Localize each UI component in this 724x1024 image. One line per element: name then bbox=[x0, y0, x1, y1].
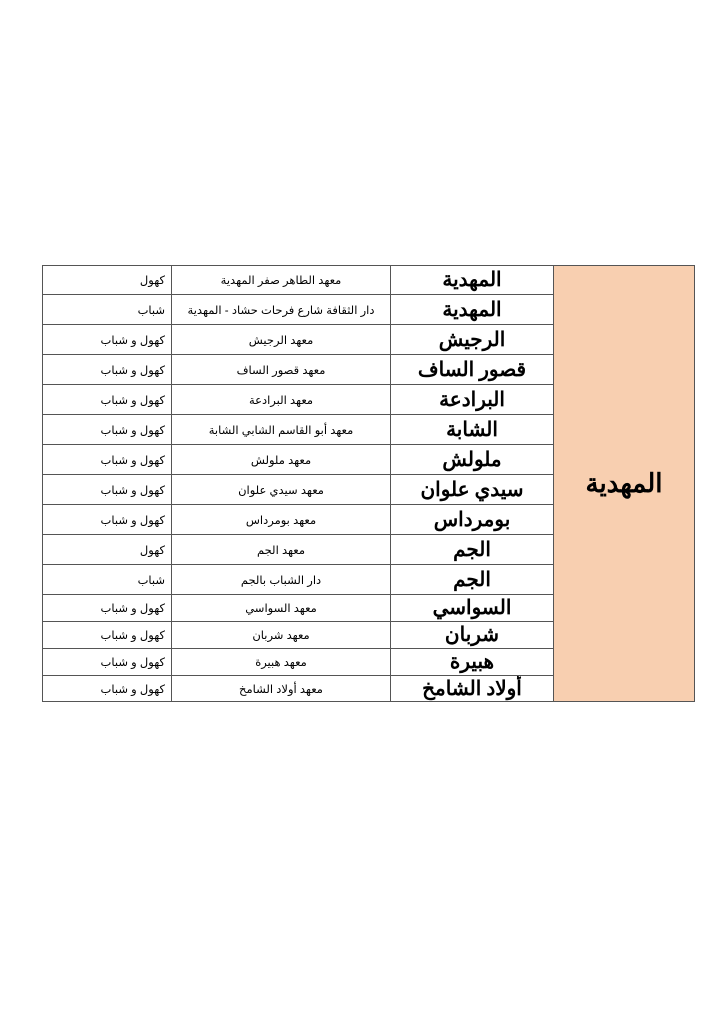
category-cell: كهول و شباب bbox=[43, 385, 172, 415]
category-cell: كهول bbox=[43, 266, 172, 295]
venue-cell: معهد ملولش bbox=[172, 445, 391, 475]
centers-table bbox=[42, 265, 695, 702]
city-cell: شربان bbox=[391, 622, 554, 649]
city-cell: الرجيش bbox=[391, 325, 554, 355]
city-cell: بومرداس bbox=[391, 505, 554, 535]
city-cell: هبيرة bbox=[391, 649, 554, 676]
venue-cell: معهد أبو القاسم الشابي الشابة bbox=[172, 415, 391, 445]
city-cell: السواسي bbox=[391, 595, 554, 622]
city-cell: المهدية bbox=[391, 295, 554, 325]
venue-cell: معهد السواسي bbox=[172, 595, 391, 622]
city-cell: قصور الساف bbox=[391, 355, 554, 385]
category-cell: كهول و شباب bbox=[43, 475, 172, 505]
venue-cell: معهد قصور الساف bbox=[172, 355, 391, 385]
category-cell: كهول و شباب bbox=[43, 355, 172, 385]
category-cell: كهول و شباب bbox=[43, 622, 172, 649]
category-cell: كهول و شباب bbox=[43, 415, 172, 445]
venue-cell: دار الشباب بالجم bbox=[172, 565, 391, 595]
city-cell: ملولش bbox=[391, 445, 554, 475]
venue-cell: معهد هبيرة bbox=[172, 649, 391, 676]
category-cell: كهول و شباب bbox=[43, 325, 172, 355]
venue-cell: معهد البرادعة bbox=[172, 385, 391, 415]
city-cell: سيدي علوان bbox=[391, 475, 554, 505]
category-cell: كهول و شباب bbox=[43, 445, 172, 475]
city-cell: البرادعة bbox=[391, 385, 554, 415]
venue-cell: معهد أولاد الشامخ bbox=[172, 676, 391, 702]
venue-cell: معهد الجم bbox=[172, 535, 391, 565]
venue-cell: معهد الطاهر صفر المهدية bbox=[172, 266, 391, 295]
city-cell: الشابة bbox=[391, 415, 554, 445]
category-cell: كهول و شباب bbox=[43, 649, 172, 676]
category-cell: كهول و شباب bbox=[43, 505, 172, 535]
venue-cell: معهد بومرداس bbox=[172, 505, 391, 535]
city-cell: أولاد الشامخ bbox=[391, 676, 554, 702]
venue-cell: معهد شربان bbox=[172, 622, 391, 649]
venue-cell: معهد الرجيش bbox=[172, 325, 391, 355]
category-cell: شباب bbox=[43, 295, 172, 325]
category-cell: كهول و شباب bbox=[43, 595, 172, 622]
city-cell: المهدية bbox=[391, 266, 554, 295]
category-cell: كهول و شباب bbox=[43, 676, 172, 702]
table-row bbox=[43, 266, 695, 295]
city-cell: الجم bbox=[391, 535, 554, 565]
category-cell: شباب bbox=[43, 565, 172, 595]
governorate-cell: المهدية bbox=[554, 266, 695, 702]
city-cell: الجم bbox=[391, 565, 554, 595]
venue-cell: دار الثقافة شارع فرحات حشاد - المهدية bbox=[172, 295, 391, 325]
venue-cell: معهد سيدي علوان bbox=[172, 475, 391, 505]
category-cell: كهول bbox=[43, 535, 172, 565]
